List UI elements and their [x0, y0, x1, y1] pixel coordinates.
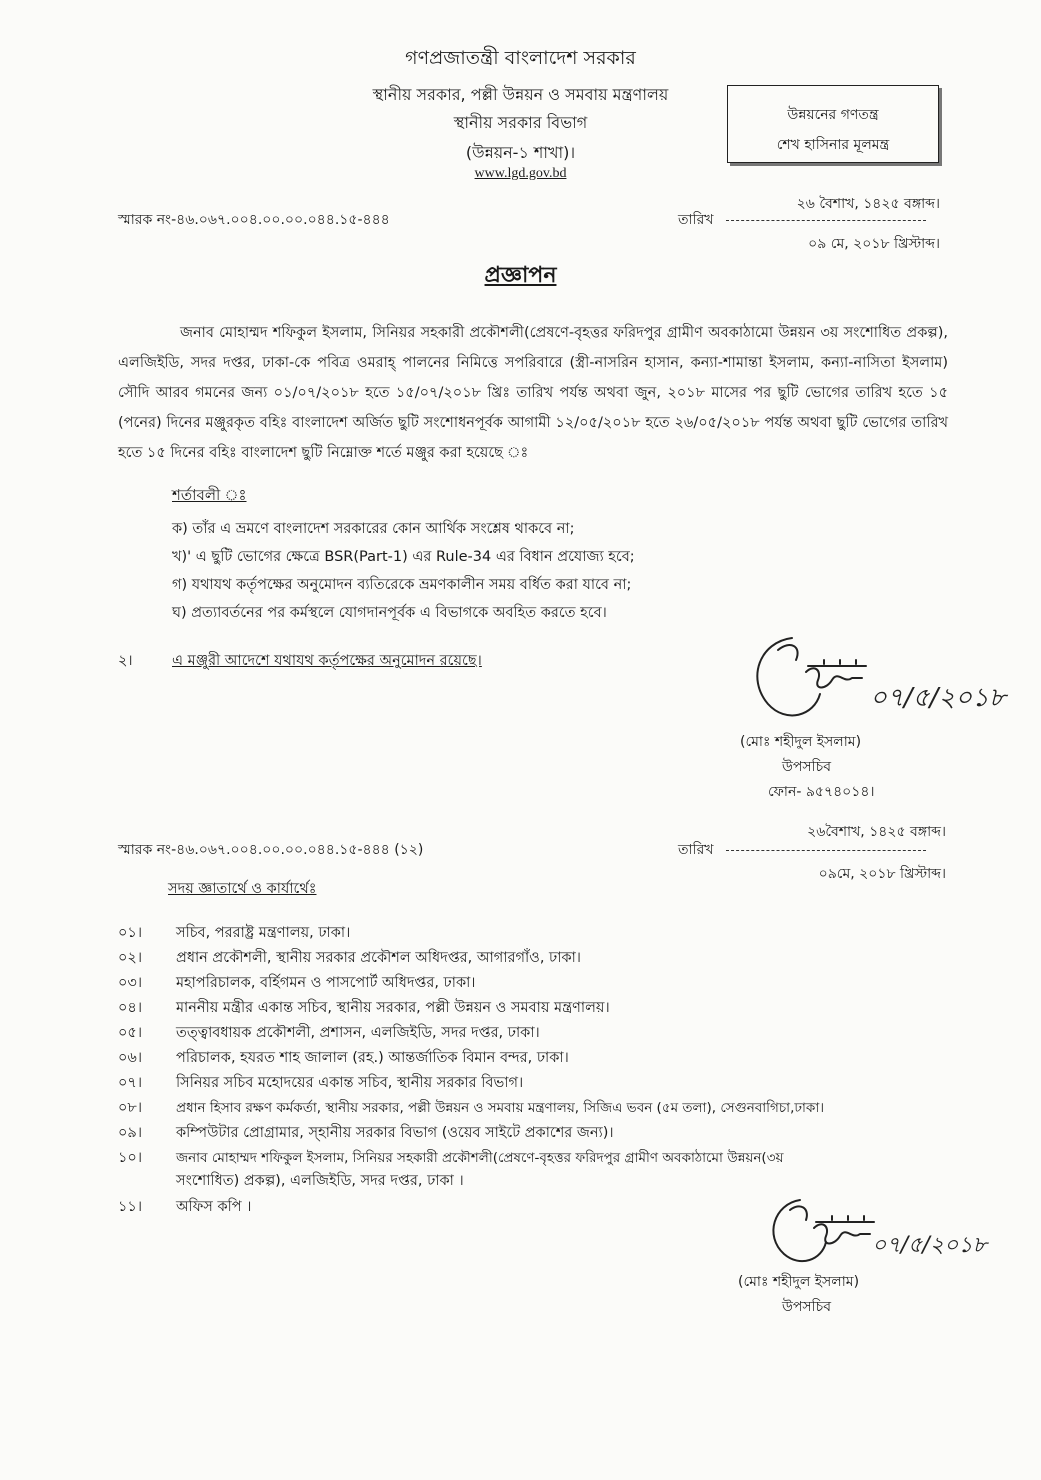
signer-phone-1: ফোন- ৯৫৭৪০১৪।: [768, 784, 875, 800]
date-label-2: [678, 838, 926, 862]
list-item: প্রধান প্রকৌশলী, স্থানীয় সরকার প্রকৌশল অধিদপ্তর, আগারগাঁও, ঢাকা।: [176, 950, 581, 966]
signature-2-date: ০৭/৫/২০১৮: [872, 1233, 987, 1258]
signer-name-2: (মোঃ শহীদুল ইসলাম): [738, 1274, 860, 1290]
motto-box: [727, 85, 939, 163]
date-english-2: ০৯মে, ২০১৮ খ্রিস্টাব্দ।: [818, 866, 946, 882]
ministry-name: স্থানীয় সরকার, পল্লী উন্নয়ন ও সমবায় মন্ত্রণালয়: [372, 85, 669, 104]
date-bangla-2: ২৬বৈশাখ, ১৪২৫ বঙ্গাব্দ।: [807, 824, 946, 840]
signature-1-date: ০৭/৫/২০১৮: [870, 683, 1006, 713]
motto-line-1: উন্নয়নের গণতন্ত্র: [787, 107, 879, 123]
para-2-text: এ মঞ্জুরী আদেশে যথাযথ কর্তৃপক্ষের অনুমোদন রয়েছে।: [172, 653, 482, 669]
date-label-text-2: তারিখ: [678, 842, 714, 858]
website-link[interactable]: www.lgd.gov.bd: [474, 166, 567, 181]
list-item: সচিব, পররাষ্ট্র মন্ত্রণালয়, ঢাকা।: [176, 925, 351, 941]
distribution-heading: সদয় জ্ঞাতার্থে ও কার্যার্থেঃ: [168, 881, 317, 897]
date-dash-line-1: [726, 220, 926, 221]
list-item-number: ০৫।: [118, 1025, 143, 1041]
signer-designation-2: উপসচিব: [782, 1299, 832, 1315]
signature-2-image: [760, 1186, 1030, 1276]
list-item: পরিচালক, হযরত শাহ জালাল (রহ.) আন্তর্জাতিক বিমান বন্দর, ঢাকা।: [176, 1050, 569, 1066]
branch-name: (উন্নয়ন-১ শাখা)।: [465, 143, 576, 162]
signer-designation-1: উপসচিব: [782, 759, 832, 775]
list-item-number: ১০।: [118, 1150, 143, 1166]
govt-title: গণপ্রজাতন্ত্রী বাংলাদেশ সরকার: [405, 47, 636, 69]
page-title: প্রজ্ঞাপন: [484, 263, 557, 288]
list-item-number: ০৩।: [118, 975, 143, 991]
list-item-number: ০৮।: [118, 1100, 143, 1116]
list-item-number: ০৭।: [118, 1075, 143, 1091]
date-label-1: [678, 208, 926, 232]
para-2-number: ২।: [118, 653, 133, 669]
list-item: মহাপরিচালক, বর্হিগমন ও পাসপোর্ট অধিদপ্তর, ঢাকা।: [176, 975, 476, 991]
date-english-1: ০৯ মে, ২০১৮ খ্রিস্টাব্দ।: [808, 236, 940, 252]
term-item-2: খ)' এ ছুটি ভোগের ক্ষেত্রে BSR(Part-1) এর Rule-34 এর বিধান প্রযোজ্য হবে;: [172, 549, 635, 565]
memo-number-1: স্মারক নং-৪৬.০৬৭.০০৪.০০.০০.০৪৪.১৫-৪৪৪: [118, 212, 390, 228]
date-dash-line-2: [726, 850, 926, 851]
list-item: কম্পিউটার প্রোগ্রামার, স্হানীয় সরকার বিভাগ (ওয়েব সাইটে প্রকাশের জন্য)।: [176, 1125, 614, 1141]
list-item-number: ০৬।: [118, 1050, 143, 1066]
term-item-1: ক) তাঁর এ ভ্রমণে বাংলাদেশ সরকারের কোন আর্থিক সংশ্লেষ থাকবে না;: [172, 521, 575, 537]
list-item-number: ১১।: [118, 1199, 143, 1215]
term-item-4: ঘ) প্রত্যাবর্তনের পর কর্মস্থলে যোগদানপূর্বক এ বিভাগকে অবহিত করতে হবে।: [172, 605, 607, 621]
list-item-number: ০৪।: [118, 1000, 143, 1016]
memo-number-2: স্মারক নং-৪৬.০৬৭.০০৪.০০.০০.০৪৪.১৫-৪৪৪ (১২): [118, 842, 424, 858]
list-item-number: ০১।: [118, 925, 143, 941]
list-item: মাননীয় মন্ত্রীর একান্ত সচিব, স্থানীয় সরকার, পল্লী উন্নয়ন ও সমবায় মন্ত্রণালয়।: [176, 1000, 610, 1016]
list-item: প্রধান হিসাব রক্ষণ কর্মকর্তা, স্থানীয় সরকার, পল্লী উন্নয়ন ও সমবায় মন্ত্রণালয়, সিজিএ ভবন (৫ম তলা), সেগুনবাগিচা,ঢাকা।: [176, 1100, 825, 1116]
list-item: জনাব মোহাম্মদ শফিকুল ইসলাম, সিনিয়র সহকারী প্রকৌশলী(প্রেষণে-বৃহত্তর ফরিদপুর গ্রামীণ অবকাঠামো উন্নয়ন(৩য়: [176, 1150, 784, 1166]
signer-name-1: (মোঃ শহীদুল ইসলাম): [740, 734, 862, 750]
signature-1-image: [740, 620, 1006, 730]
list-item: অফিস কপি ।: [176, 1199, 252, 1215]
date-label-text-1: তারিখ: [678, 212, 714, 228]
body-paragraph: জনাব মোহাম্মদ শফিকুল ইসলাম, সিনিয়র সহকারী প্রকৌশলী(প্রেষণে-বৃহত্তর ফরিদপুর গ্রামীণ অবকাঠামো উন্নয়ন ৩য় সংশোধিত প্রকল্প), এলজিইডি, সদর দপ্তর, ঢাকা-কে পবিত্র ওমরাহ্‌ পালনের নিমিত্তে সপরিবারে (স্ত্রী-নাসরিন হাসান, কন্যা-শামান্তা ইসলাম, কন্যা-নাসিতা ইসলাম) সৌদি আরব গমনের জন্য ০১/০৭/২০১৮ হতে ১৫/০৭/২০১৮ খ্রিঃ তারিখ পর্যন্ত অথবা জুন, ২০১৮ মাসের পর ছুটি ভোগের তারিখ হতে ১৫ (পনের) দিনের মঞ্জুরকৃত বহিঃ বাংলাদেশ অর্জিত ছুটি সংশোধনপূর্বক আগামী ১২/০৫/২০১৮ হতে ২৬/০৫/২০১৮ পর্যন্ত অথবা ছুটি ভোগের তারিখ হতে ১৫ দিনের বহিঃ বাংলাদেশ ছুটি নিম্নোক্ত শর্তে মঞ্জুর করা হয়েছে ঃ: [118, 325, 948, 461]
motto-line-2: শেখ হাসিনার মূলমন্ত্র: [776, 137, 890, 153]
list-item: তত্ত্বাবধায়ক প্রকৌশলী, প্রশাসন, এলজিইডি, সদর দপ্তর, ঢাকা।: [176, 1025, 540, 1041]
list-item: সিনিয়র সচিব মহোদয়ের একান্ত সচিব, স্থানীয় সরকার বিভাগ।: [176, 1075, 524, 1091]
terms-heading: শর্তাবলী ঃ: [172, 486, 247, 504]
list-item-number: ০২।: [118, 950, 143, 966]
list-item-continued: সংশোধিত) প্রকল্প), এলজিইডি, সদর দপ্তর, ঢাকা ।: [176, 1173, 464, 1189]
list-item-number: ০৯।: [118, 1125, 143, 1141]
date-bangla-1: ২৬ বৈশাখ, ১৪২৫ বঙ্গাব্দ।: [796, 196, 940, 212]
term-item-3: গ) যথাযথ কর্তৃপক্ষের অনুমোদন ব্যতিরেকে ভ্রমণকালীন সময় বর্ধিত করা যাবে না;: [172, 577, 632, 593]
division-name: স্থানীয় সরকার বিভাগ: [453, 113, 588, 132]
